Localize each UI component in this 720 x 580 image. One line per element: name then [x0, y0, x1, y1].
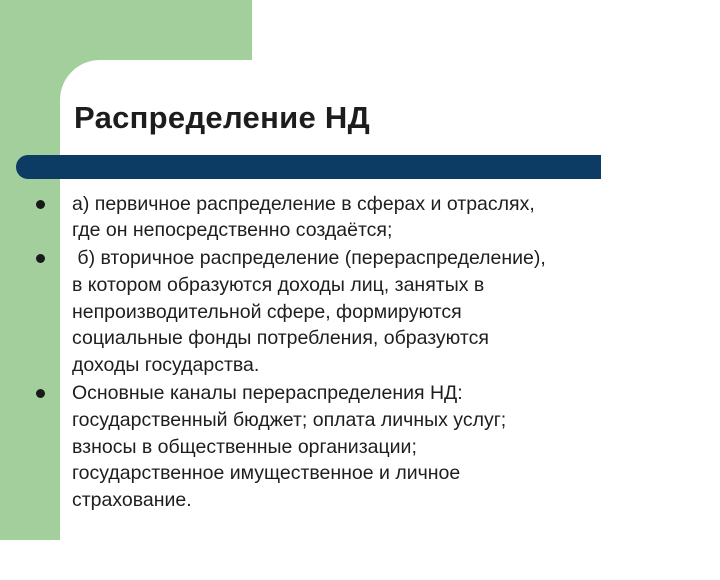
- bullet-text-line: социальные фонды потребления, образуются: [72, 327, 489, 349]
- bullet-text-line: а) первичное распределение в сферах и отраслях,: [72, 193, 535, 215]
- bullet-text-line: б) вторичное распределение (перераспределение),: [72, 247, 546, 269]
- bullet-text-line: в котором образуются доходы лиц, занятых в: [72, 274, 485, 296]
- bullet-text-line: взносы в общественные организации;: [72, 436, 417, 458]
- bullet-text-line: Основные каналы перераспределения НД:: [72, 382, 463, 404]
- bullet-text-line: страхование.: [72, 489, 192, 511]
- bullet-text-line: государственный бюджет; оплата личных услуг;: [72, 409, 507, 431]
- bullet-text-line: государственное имущественное и личное: [72, 462, 461, 484]
- bullet-dot-icon: [36, 254, 45, 263]
- slide-title: Распределение НД: [74, 100, 370, 135]
- bullet-dot-icon: [36, 389, 45, 398]
- title-underline-bar: [16, 155, 601, 179]
- bullet-text-line: доходы государства.: [72, 354, 260, 376]
- bullet-dot-icon: [36, 200, 45, 209]
- bullet-text-line: где он непосредственно создаётся;: [72, 219, 393, 241]
- bullet-text-line: непроизводительной сфере, формируются: [72, 301, 462, 323]
